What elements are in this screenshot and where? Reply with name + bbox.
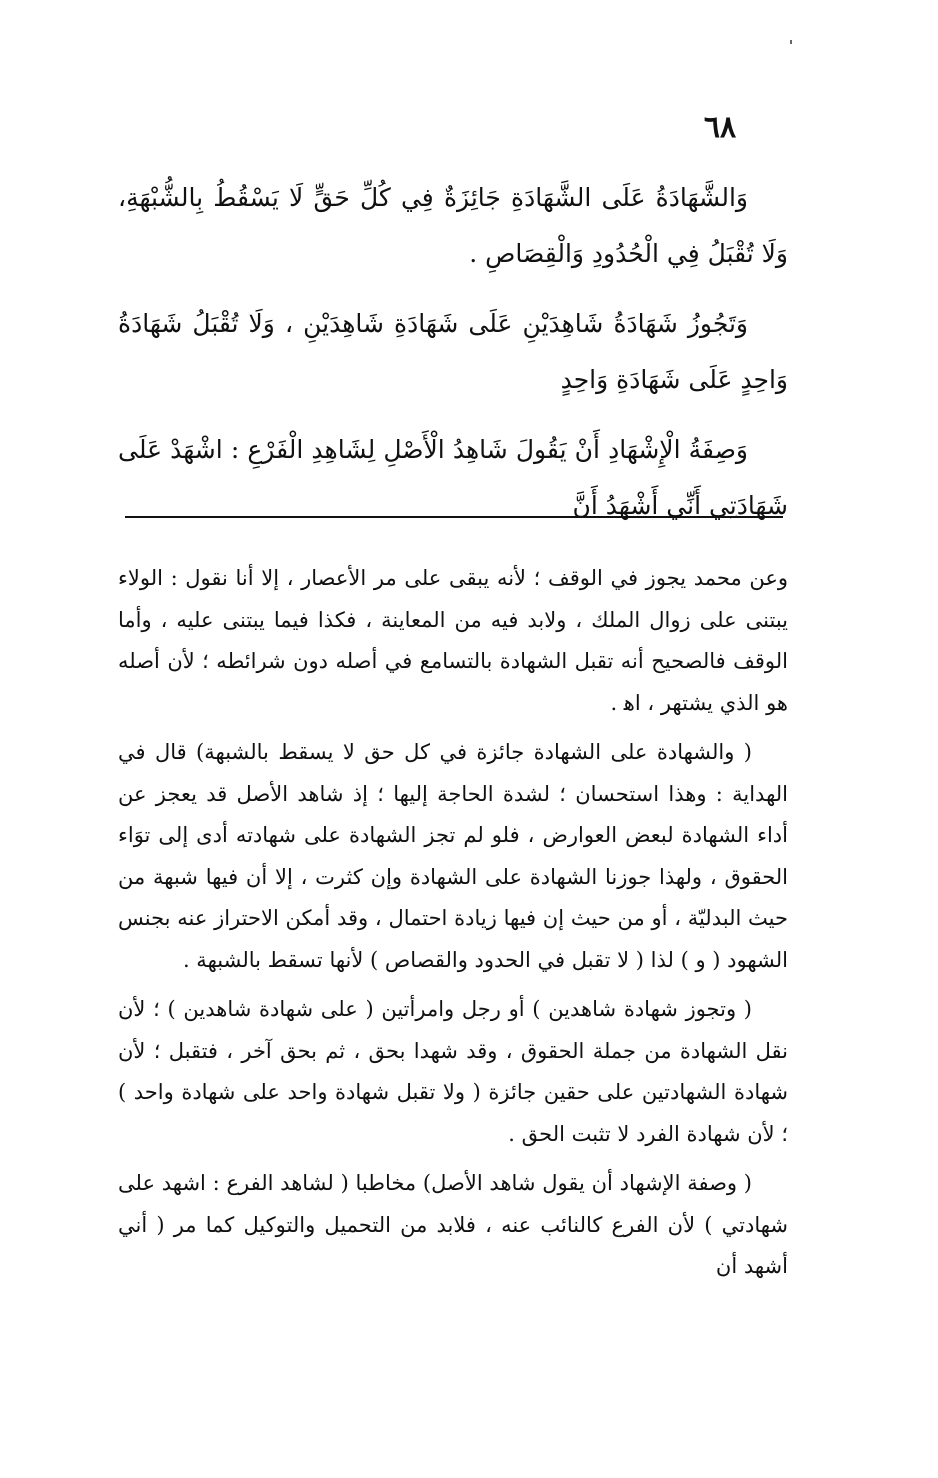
main-text (118, 170, 788, 548)
section-divider (125, 516, 783, 518)
commentary-paragraph: ( وصفة الإشهاد أن يقول شاهد الأصل) مخاطبا ( لشاهد الفرع : اشهد على شهادتي ) لأن الفرع كالنائب عنه ، فلابد من التحميل والتوكيل كما مر ( أني أشهد أن (118, 1171, 788, 1278)
commentary-paragraph: ( وتجوز شهادة شاهدين ) أو رجل وامرأتين ( على شهادة شاهدين ) ؛ لأن نقل الشهادة من جملة الحقوق ، وقد شهدا بحق ، ثم بحق آخر ، فتقبل ؛ لأن شهادة الشهادتين على حقين جائزة ( ولا تقبل شهادة واحد على شهادة واحد ) ؛ لأن شهادة الفرد لا تثبت الحق . (118, 997, 788, 1146)
commentary-text (118, 558, 788, 1296)
scan-speck (790, 40, 792, 44)
commentary-paragraph: ( والشهادة على الشهادة جائزة في كل حق لا يسقط بالشبهة) قال في الهداية : وهذا استحسان ؛ لشدة الحاجة إليها ؛ إذ شاهد الأصل قد يعجز عن أداء الشهادة لبعض العوارض ، فلو لم تجز الشهادة على شهادته أدى إلى توَاء الحقوق ، ولهذا جوزنا الشهادة على الشهادة وإن كثرت ، إلا أن فيها شبهة من حيث البدليّة ، أو من حيث إن فيها زيادة احتمال ، وقد أمكن الاحتراز عنه بجنس الشهود ( و ) لذا ( لا تقبل في الحدود والقصاص ) لأنها تسقط بالشبهة . (118, 740, 788, 972)
main-text-paragraph: وَصِفَةُ الْإِشْهَادِ أَنْ يَقُولَ شَاهِدُ الْأَصْلِ لِشَاهِدِ الْفَرْعِ : اشْهَدْ عَلَى شَهَادَتِي أَنِّي أَشْهَدُ أَنَّ (118, 435, 788, 520)
main-text-paragraph: وَالشَّهَادَةُ عَلَى الشَّهَادَةِ جَائِزَةٌ فِي كُلِّ حَقٍّ لَا يَسْقُطُ بِالشُّبْهَةِ، وَلَا تُقْبَلُ فِي الْحُدُودِ وَالْقِصَاصِ . (118, 183, 788, 268)
main-text-paragraph: وَتَجُوزُ شَهَادَةُ شَاهِدَيْنِ عَلَى شَهَادَةِ شَاهِدَيْنِ ، وَلَا تُقْبَلُ شَهَادَةُ وَاحِدٍ عَلَى شَهَادَةِ وَاحِدٍ (118, 309, 788, 394)
page-number: ٦٨ (703, 110, 737, 145)
commentary-paragraph: وعن محمد يجوز في الوقف ؛ لأنه يبقى على مر الأعصار ، إلا أنا نقول : الولاء يبتنى على زوال الملك ، ولابد فيه من المعاينة ، فكذا فيما يبتنى عليه ، وأما الوقف فالصحيح أنه تقبل الشهادة بالتسامع في أصله دون شرائطه ؛ لأن أصله هو الذي يشتهر ، اﻫ . (118, 566, 788, 715)
